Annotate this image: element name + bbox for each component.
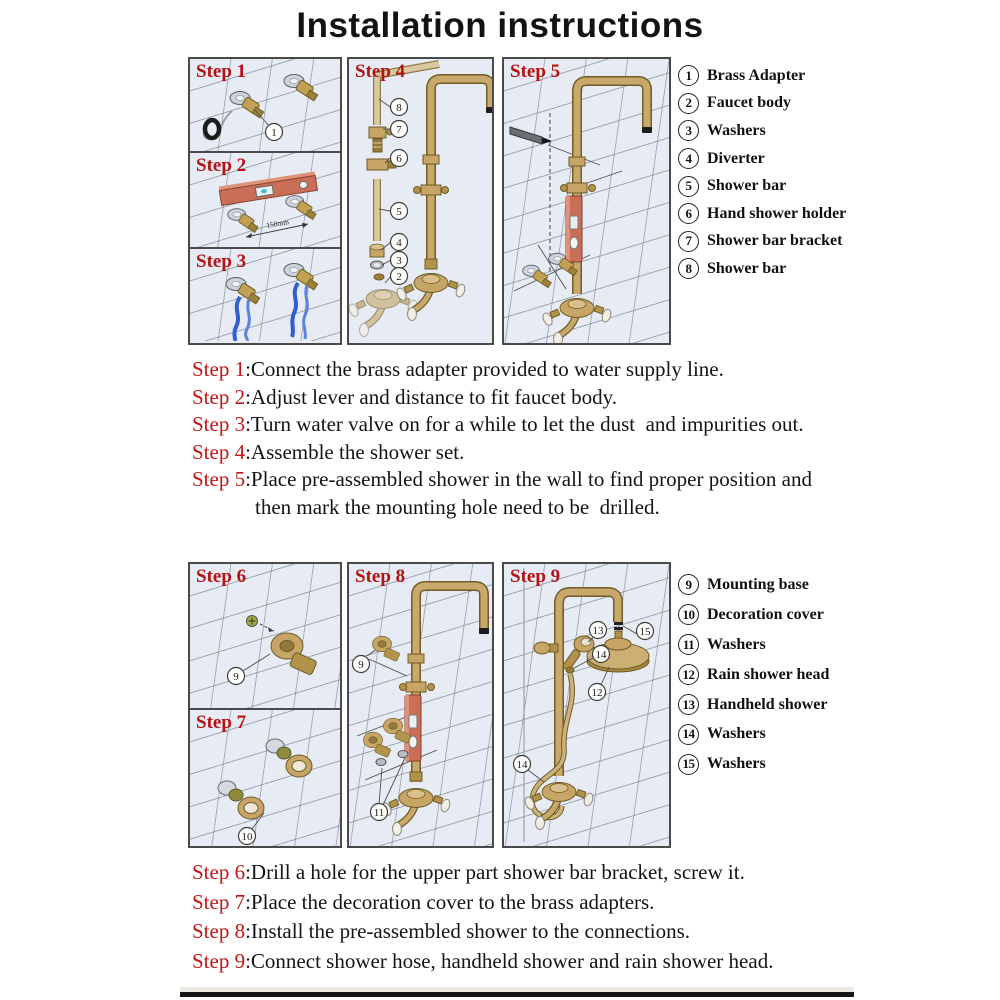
svg-text:9: 9 (233, 671, 239, 683)
part-num-6: 6 (678, 203, 699, 224)
step8-illustration (349, 564, 492, 846)
svg-text:4: 4 (396, 237, 402, 249)
instruction-step-4: Step 4:Assemble the shower set. (192, 439, 465, 464)
step5-label: Step 5 (510, 61, 561, 82)
subpanel-step-1 (190, 59, 340, 151)
part-num-9: 9 (678, 574, 699, 595)
instruction-step-5-cont: then mark the mounting hole need to be drilled. (255, 494, 660, 519)
svg-text:3: 3 (396, 255, 402, 267)
part-num-1: 1 (678, 65, 699, 86)
part-num-15: 15 (678, 754, 699, 775)
part-item-1: 1 Brass Adapter (678, 62, 846, 90)
step9-label: Step 9 (510, 566, 561, 587)
svg-text:9: 9 (358, 659, 364, 671)
part-num-13: 13 (678, 694, 699, 715)
subpanel-step-2 (190, 151, 340, 247)
part-item-8: 8 Shower bar (678, 255, 846, 283)
part-num-10: 10 (678, 604, 699, 625)
part-num-14: 14 (678, 724, 699, 745)
part-item-5: 5 Shower bar (678, 172, 846, 200)
page-title: Installation instructions (296, 6, 704, 45)
panel-step-9 (502, 562, 671, 848)
part-num-8: 8 (678, 258, 699, 279)
part-num-3: 3 (678, 120, 699, 141)
svg-text:2: 2 (396, 271, 402, 283)
part-num-4: 4 (678, 148, 699, 169)
instruction-step-5: Step 5:Place pre-assembled shower in the wall to find proper position and (192, 467, 812, 492)
step3-label: Step 3 (196, 251, 247, 272)
step2-label: Step 2 (196, 155, 247, 176)
part-item-4: 4 Diverter (678, 145, 846, 173)
panel-step-4 (347, 57, 494, 345)
instructions-steps-1-5 (192, 356, 857, 522)
step4-illustration (349, 59, 492, 343)
svg-text:10: 10 (241, 831, 253, 843)
instructions-steps-6-9 (192, 858, 857, 976)
panel-steps-6-7 (188, 562, 342, 848)
step6-label: Step 6 (196, 566, 247, 587)
svg-text:1: 1 (271, 127, 277, 139)
panel-step-5 (502, 57, 671, 345)
instruction-step-3: Step 3:Turn water valve on for a while to let the dust and impurities out. (192, 412, 804, 437)
footer-bar (180, 992, 854, 997)
part-item-11: 11 Washers (678, 630, 829, 660)
subpanel-step-7 (190, 708, 340, 846)
part-item-10: 10 Decoration cover (678, 600, 829, 630)
instruction-step-6: Step 6:Drill a hole for the upper part shower bar bracket, screw it. (192, 860, 745, 884)
step8-label: Step 8 (355, 566, 406, 587)
subpanel-step-3 (190, 247, 340, 341)
part-item-15: 15 Washers (678, 749, 829, 779)
svg-text:14: 14 (595, 649, 607, 661)
part-num-5: 5 (678, 176, 699, 197)
step1-label: Step 1 (196, 61, 247, 82)
instruction-step-2: Step 2:Adjust lever and distance to fit faucet body. (192, 384, 617, 409)
dimension-150mm: 150mm (265, 217, 290, 230)
parts-list-bottom (678, 570, 829, 779)
part-item-12: 12 Rain shower head (678, 660, 829, 690)
step4-label: Step 4 (355, 61, 406, 82)
panel-steps-1-3 (188, 57, 342, 345)
part-num-12: 12 (678, 664, 699, 685)
step5-illustration (504, 59, 669, 343)
svg-text:14: 14 (516, 759, 528, 771)
part-num-7: 7 (678, 231, 699, 252)
svg-text:15: 15 (639, 626, 651, 638)
svg-text:6: 6 (396, 153, 402, 165)
parts-list-top (678, 62, 846, 283)
instruction-step-8: Step 8:Install the pre-assembled shower to the connections. (192, 919, 691, 943)
instruction-step-7: Step 7:Place the decoration cover to the brass adapters. (192, 889, 655, 914)
step7-label: Step 7 (196, 712, 247, 733)
part-item-2: 2 Faucet body (678, 90, 846, 118)
svg-text:12: 12 (591, 687, 603, 699)
part-item-14: 14 Washers (678, 719, 829, 749)
svg-text:8: 8 (396, 102, 402, 114)
part-num-2: 2 (678, 93, 699, 114)
svg-text:7: 7 (396, 124, 402, 136)
svg-text:11: 11 (373, 807, 385, 819)
part-item-9: 9 Mounting base (678, 570, 829, 600)
step9-illustration (504, 564, 669, 846)
subpanel-step-6 (190, 564, 340, 708)
instruction-step-1: Step 1:Connect the brass adapter provided to water supply line. (192, 357, 724, 381)
svg-text:13: 13 (592, 625, 604, 637)
part-num-11: 11 (678, 634, 699, 655)
part-item-3: 3 Washers (678, 117, 846, 145)
part-item-7: 7 Shower bar bracket (678, 228, 846, 256)
svg-text:5: 5 (396, 206, 402, 218)
instruction-step-9: Step 9:Connect shower hose, handheld shower and rain shower head. (192, 948, 774, 973)
panel-step-8 (347, 562, 494, 848)
part-item-13: 13 Handheld shower (678, 690, 829, 720)
part-item-6: 6 Hand shower holder (678, 200, 846, 228)
